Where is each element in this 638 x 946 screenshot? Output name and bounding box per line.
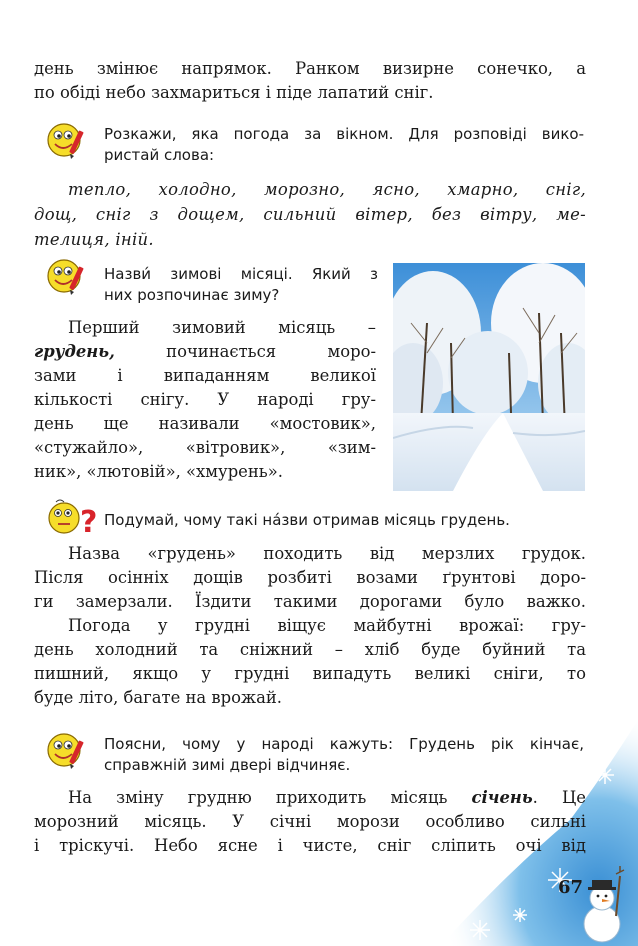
name-origin-line-1: Назва «грудень» походить від мерзлих грудок.	[68, 544, 586, 563]
january-keyword: січень	[471, 788, 533, 807]
smiley-pencil-icon	[46, 730, 90, 770]
january-line-1-end: . Це	[532, 788, 586, 807]
weather-omen-line-4: буде літо, багате на врожай.	[34, 688, 282, 707]
weather-omen-paragraph	[34, 614, 586, 710]
words-line-2: дощ, сніг з дощем, сильний вітер, без вітру, ме-	[34, 205, 586, 224]
task-4-line-2: справжній зимі двері відчиняє.	[104, 756, 351, 774]
december-line-5: день ще називали «мостовик»,	[34, 414, 376, 433]
smiley-question-icon	[46, 496, 102, 536]
words-list	[34, 177, 586, 252]
january-line-1-start: На зміну грудню приходить місяць	[68, 788, 448, 807]
task-1-line-2: ристай слова:	[104, 146, 215, 164]
december-line-2-rest: починається моро-	[166, 342, 376, 361]
weather-omen-line-3: пишний, якщо у грудні випадуть великі сніги, то	[34, 664, 586, 683]
december-line-3: зами і випаданням великої	[34, 366, 376, 385]
snowman-icon	[576, 866, 634, 944]
intro-paragraph	[34, 57, 586, 105]
task-1	[104, 124, 584, 166]
december-line-1: Перший зимовий місяць –	[68, 318, 376, 337]
smiley-pencil-icon	[46, 120, 90, 160]
name-origin-line-3: ги замерзали. Їздити такими дорогами було важко.	[34, 592, 586, 611]
task-2	[104, 264, 378, 306]
intro-line-2: по обіді небо захмариться і піде лапатий сніг.	[34, 83, 434, 102]
smiley-pencil-icon	[46, 256, 90, 296]
task-4-line-1: Поясни, чому у народі кажуть: Грудень рік кінчає,	[104, 735, 584, 753]
december-line-4: кількості снігу. У народі гру-	[34, 390, 376, 409]
december-paragraph	[34, 316, 376, 484]
svg-text:?: ?	[80, 505, 98, 536]
december-line-2	[34, 340, 376, 364]
january-line-1	[34, 786, 586, 810]
name-origin-line-2: Після осінніх дощів розбиті возами ґрунтові доро-	[34, 568, 586, 587]
weather-omen-line-2: день холодний та сніжний – хліб буде буйний та	[34, 640, 586, 659]
page-number: 67	[558, 877, 584, 898]
january-paragraph	[34, 786, 586, 858]
task-3-text: Подумай, чому такі на́зви отримав місяць грудень.	[104, 511, 510, 529]
task-2-line-2: них розпочинає зиму?	[104, 286, 280, 304]
weather-omen-line-1: Погода у грудні віщує майбутні врожаї: гру-	[68, 616, 586, 635]
name-origin-paragraph	[34, 542, 586, 614]
words-line-1: тепло, холодно, морозно, ясно, хмарно, сніг,	[68, 180, 586, 199]
january-line-3: і тріскучі. Небо ясне і чисте, сніг сліпить очі від	[34, 836, 586, 855]
intro-line-1: день змінює напрямок. Ранком визирне сонечко, а	[34, 59, 586, 78]
task-2-line-1: Назви́ зимові місяці. Який з	[104, 265, 378, 283]
december-line-6: «стужайло», «вітровик», «зим-	[34, 438, 376, 457]
winter-forest-photo	[393, 263, 585, 491]
words-line-3: телиця, іній.	[34, 230, 154, 249]
january-line-2: морозний місяць. У січні морози особливо сильні	[34, 812, 586, 831]
december-line-7: ник», «лютовій», «хмурень».	[34, 462, 283, 481]
task-1-line-1: Розкажи, яка погода за вікном. Для розповіді вико-	[104, 125, 584, 143]
december-keyword: грудень,	[34, 342, 115, 361]
task-3	[104, 510, 584, 531]
